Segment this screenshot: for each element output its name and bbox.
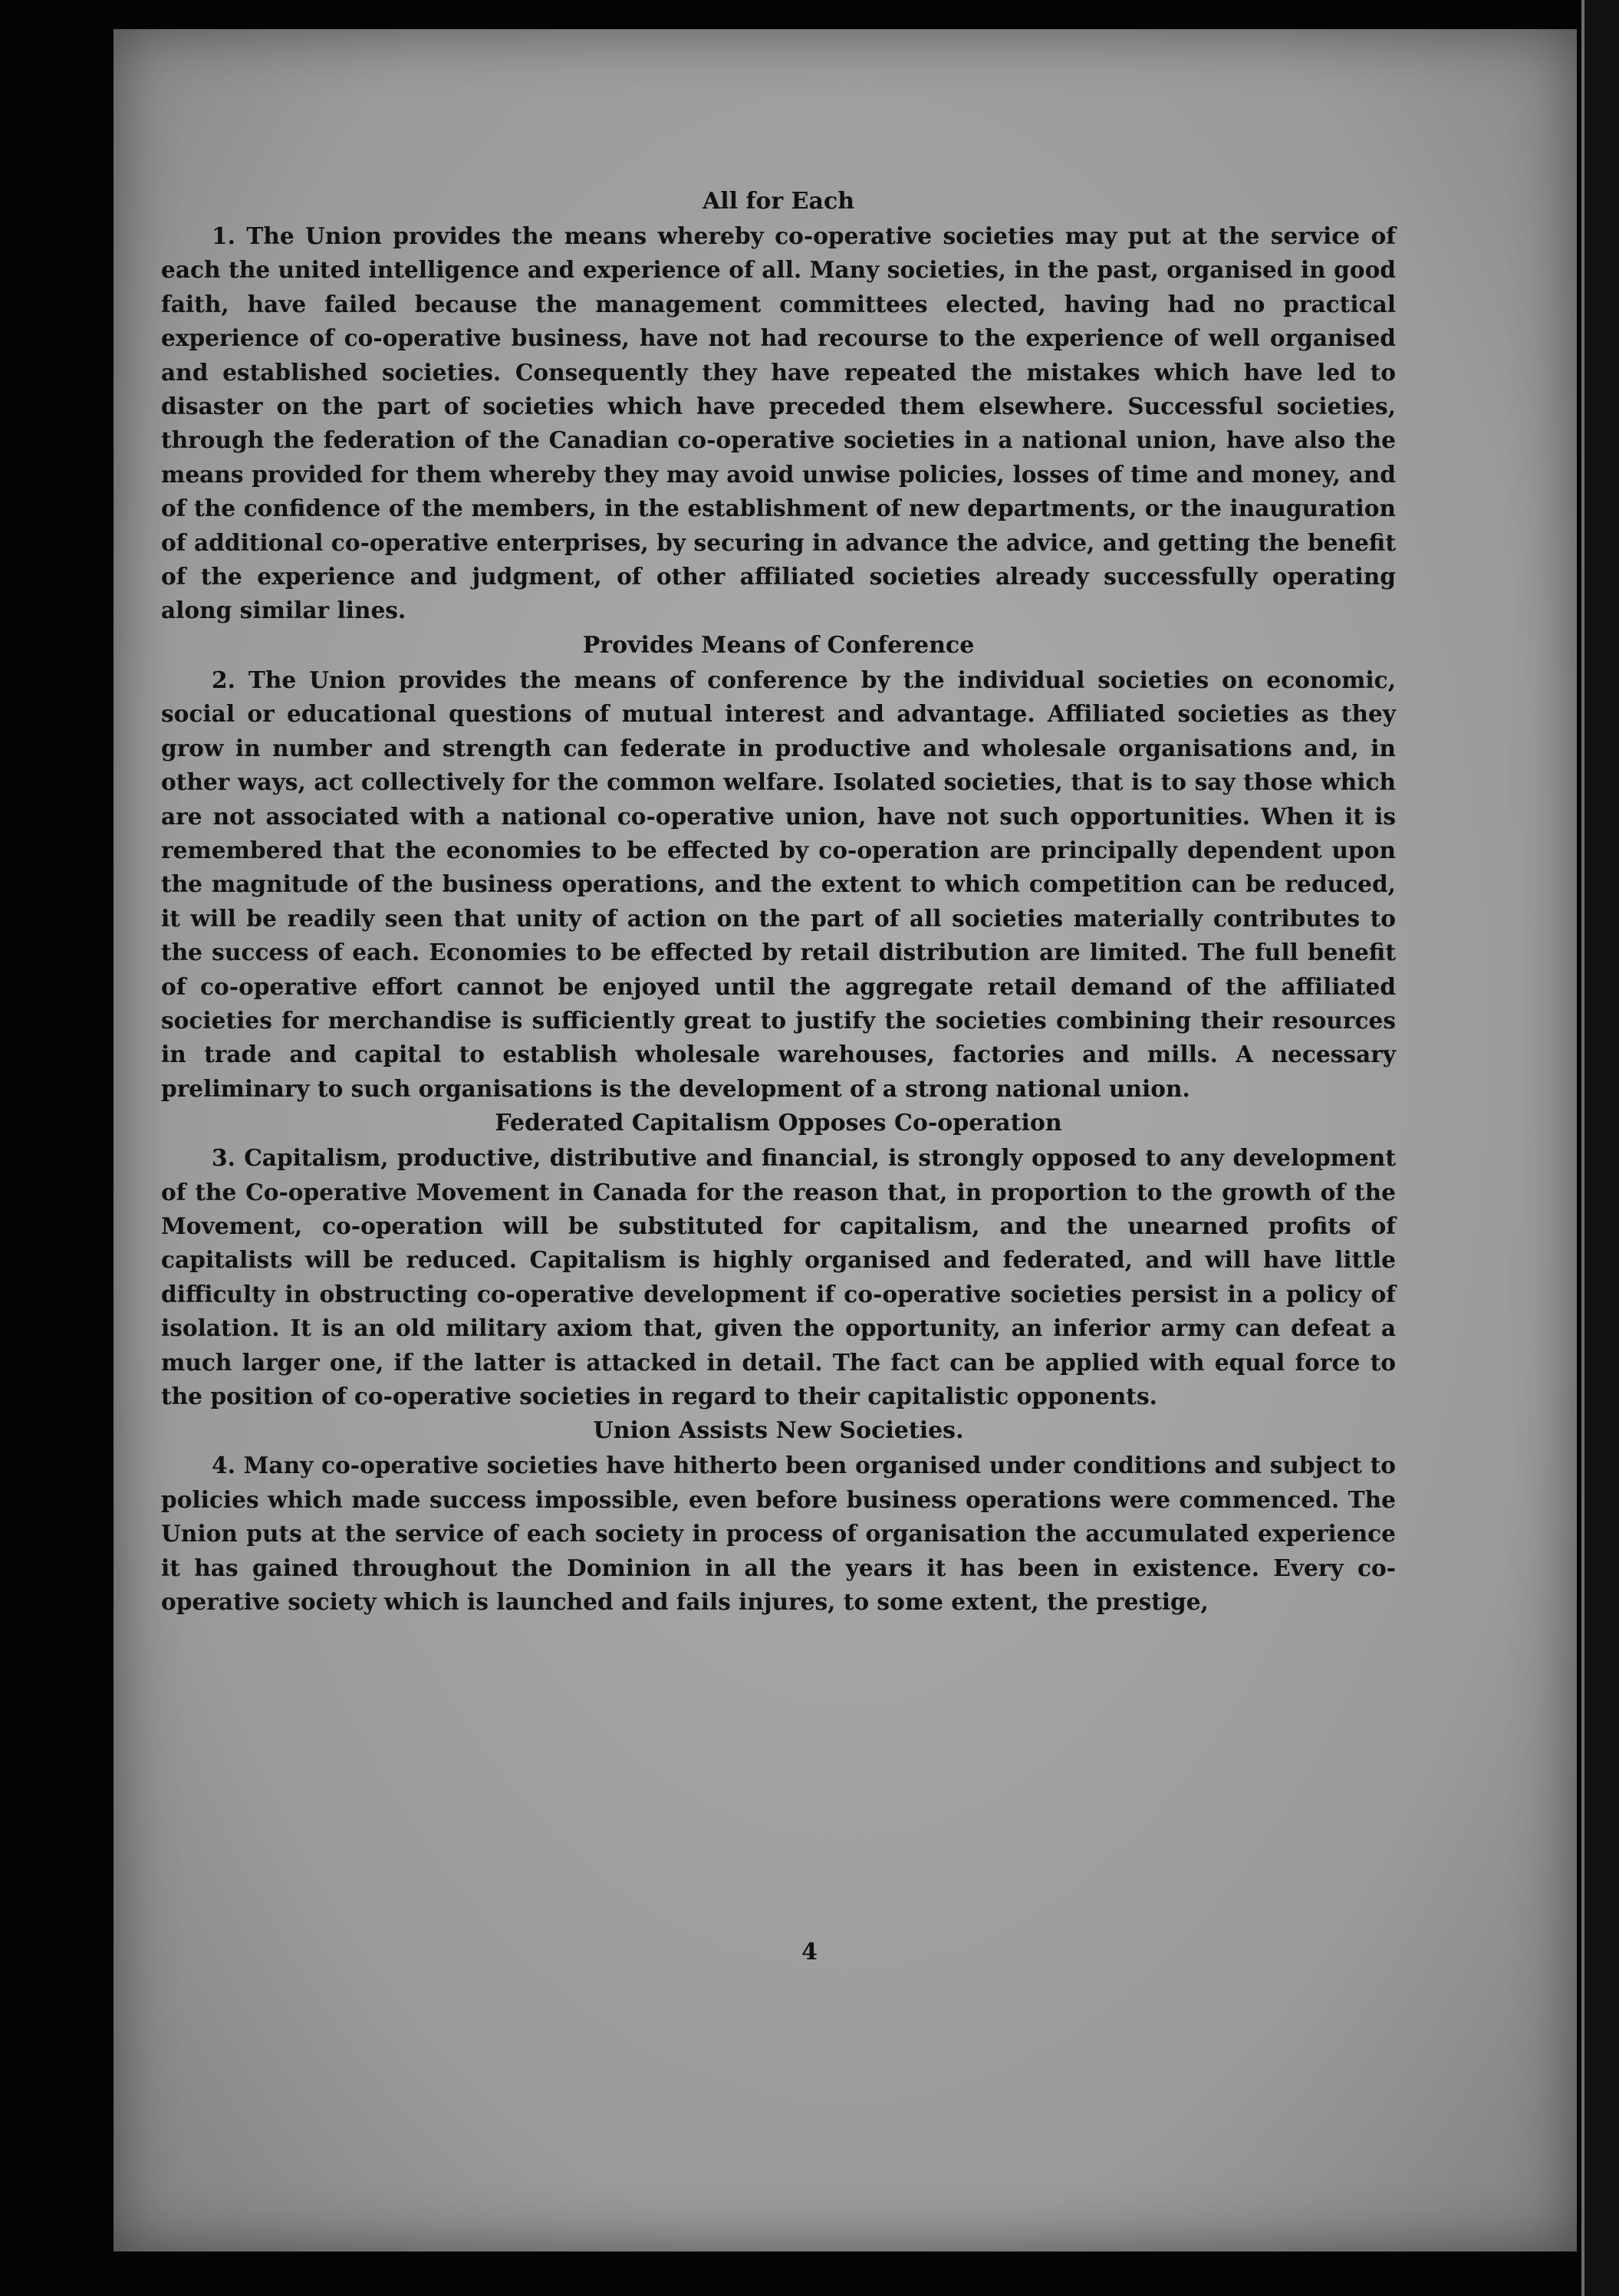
page-content	[161, 184, 1396, 1619]
paragraph-2: 2. The Union provides the means of conference by the individual societies on economic, social or educational questions of mutual interest and advantage. Affiliated societies as they grow in number and strength can federate in productive and wholesale organisations and, in other ways, act collectively for the common welfare. Isolated societies, that is to say those which are not associated with a national co-operative union, have not such opportunities. When it is remembered that the economies to be effected by co-operation are principally dependent upon the magnitude of the business operations, and the extent to which competition can be reduced, it will be readily seen that unity of action on the part of all societies materially contributes to the success of each. Economies to be effected by retail distribution are limited. The full benefit of co-operative effort cannot be enjoyed until the aggregate retail demand of the affiliated societies for merchandise is sufficiently great to justify the societies combining their resources in trade and capital to establish wholesale warehouses, factories and mills. A necessary preliminary to such organisations is the development of a strong national union.	[161, 666, 1396, 1102]
paragraph-4: 4. Many co-operative societies have hitherto been organised under conditions and subject to policies which made success impossible, even before business operations were commenced. The Union puts at the service of each society in process of organisation the accumulated experience it has gained throughout the Dominion in all the years it has been in existence. Every co-operative society which is launched and fails injures, to some extent, the prestige,	[161, 1452, 1396, 1616]
paragraph-1: 1. The Union provides the means whereby co-operative societies may put at the service of each the united intelligence and experience of all. Many societies, in the past, organised in good faith, have failed because the management committees elected, having had no practical experience of co-operative business, have not had recourse to the experience of well organised and established societies. Consequently they have repeated the mistakes which have led to disaster on the part of societies which have preceded them elsewhere. Successful societies, through the federation of the Canadian co-operative societies in a national union, have also the means provided for them whereby they may avoid unwise policies, losses of time and money, and of the confidence of the members, in the establishment of new departments, or the inauguration of additional co-operative enterprises, by securing in advance the advice, and getting the benefit of the experience and judgment, of other affiliated societies already successfully operating along similar lines.	[161, 222, 1396, 624]
heading-all-for-each: All for Each	[702, 188, 855, 215]
heading-federated-capitalism: Federated Capitalism Opposes Co-operation	[495, 1110, 1062, 1137]
heading-provides-means-of-conference: Provides Means of Conference	[582, 631, 975, 659]
heading-union-assists-new-societies: Union Assists New Societies.	[593, 1417, 964, 1445]
paragraph-3: 3. Capitalism, productive, distributive and financial, is strongly opposed to any development of the Co-operative Movement in Canada for the reason that, in proportion to the growth of the Movement, co-operation will be substituted for capitalism, and the unearned profits of capitalists will be reduced. Capitalism is highly organised and federated, and will have little difficulty in obstructing co-operative development if co-operative societies persist in a policy of isolation. It is an old military axiom that, given the opportunity, an inferior army can defeat a much larger one, if the latter is attacked in detail. The fact can be applied with equal force to the position of co-operative societies in regard to their capitalistic opponents.	[161, 1144, 1396, 1410]
page-number: 4	[801, 1939, 818, 1965]
